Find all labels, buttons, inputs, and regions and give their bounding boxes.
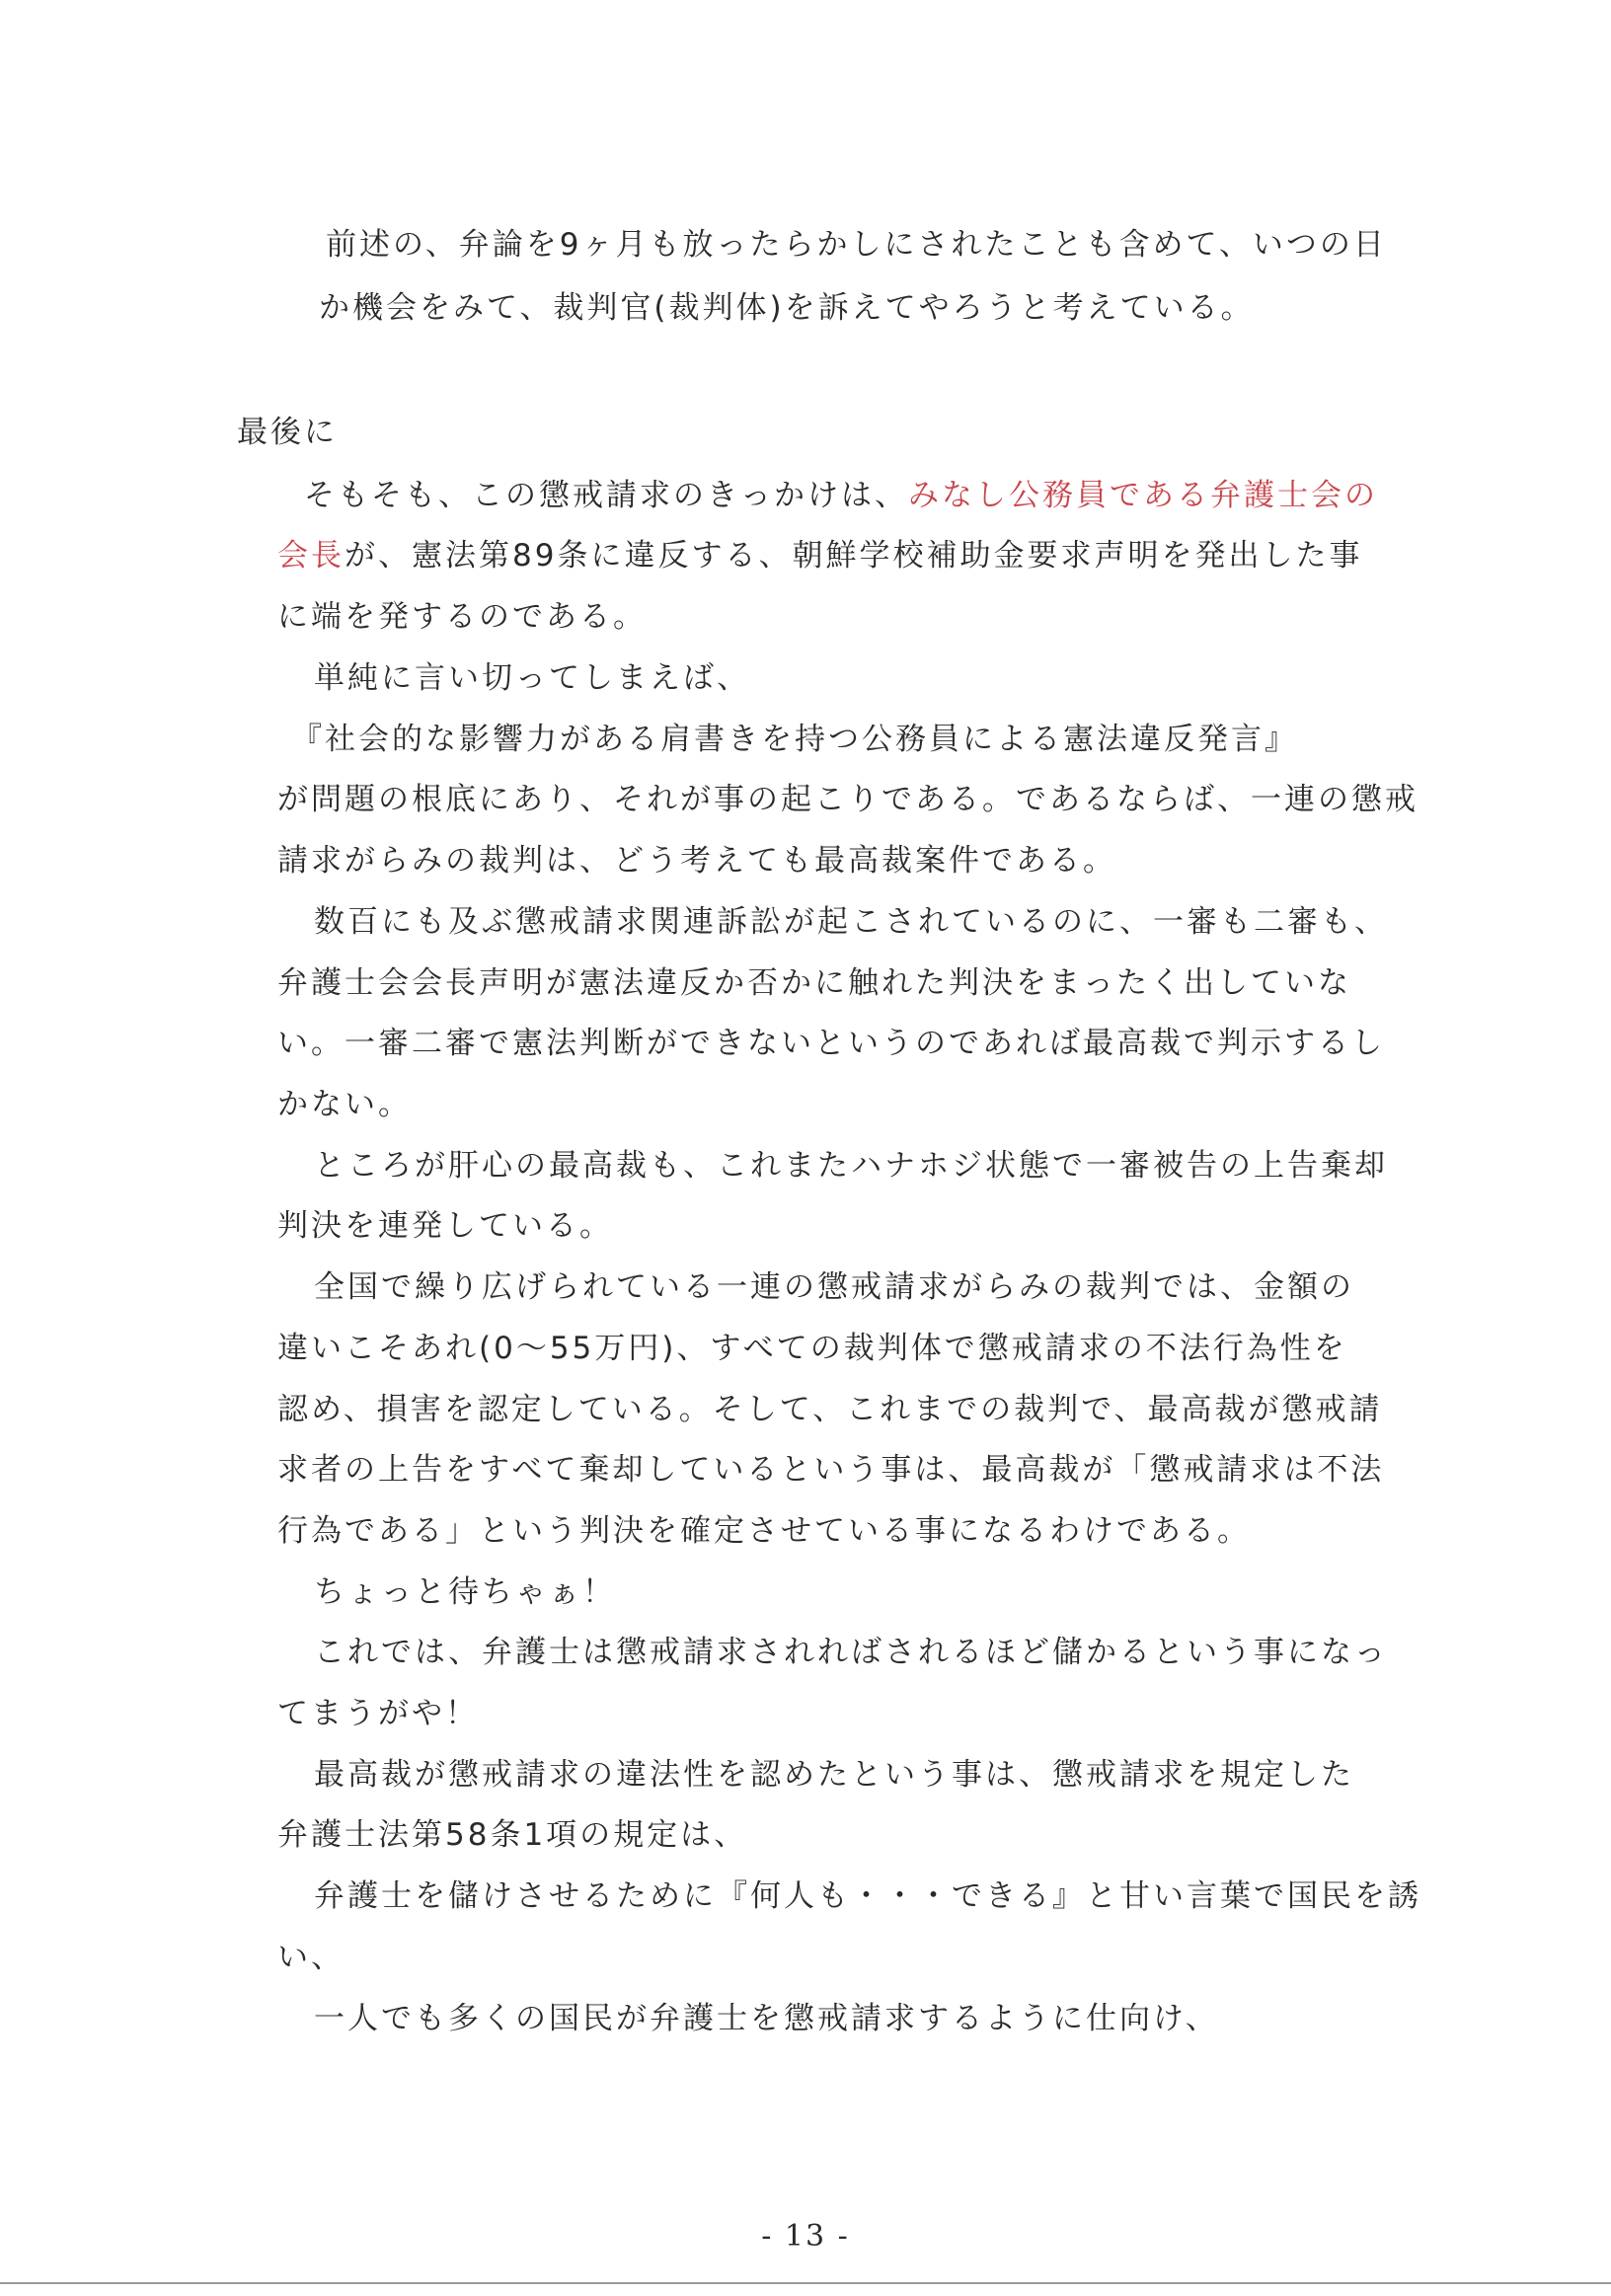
text-line: かない。 xyxy=(277,1087,412,1122)
text-line: 最高裁が懲戒請求の違法性を認めたという事は、懲戒請求を規定した xyxy=(314,1757,1354,1793)
text-line: てまうがや！ xyxy=(277,1696,479,1731)
text-line: ところが肝心の最高裁も、これまたハナホジ状態で一審被告の上告棄却 xyxy=(314,1148,1388,1184)
text-line: そもそも、この懲戒請求のきっかけは、みなし公務員である弁護士会の xyxy=(304,478,1378,513)
text-line: 『社会的な影響力がある肩書きを持つ公務員による憲法違反発言』 xyxy=(291,722,1298,757)
text-line: 弁護士を儲けさせるために『何人も・・・できる』と甘い言葉で国民を誘 xyxy=(314,1878,1421,1914)
text-line: 一人でも多くの国民が弁護士を懲戒請求するように仕向け、 xyxy=(314,2001,1219,2036)
text-line: 求者の上告をすべて棄却しているという事は、最高裁が「懲戒請求は不法 xyxy=(277,1452,1385,1488)
bottom-rule xyxy=(0,2282,1611,2284)
text-line: 会長が、憲法第89条に違反する、朝鮮学校補助金要求声明を発出した事 xyxy=(277,538,1363,574)
text-line: 前述の、弁論を9ヶ月も放ったらかしにされたことも含めて、いつの日 xyxy=(326,227,1387,263)
text-line: 弁護士会会長声明が憲法違反か否かに触れた判決をまったく出していな xyxy=(277,965,1351,1001)
text-line: い。一審二審で憲法判断ができないというのであれば最高裁で判示するし xyxy=(277,1026,1385,1061)
text-line: 行為である」という判決を確定させている事になるわけである。 xyxy=(277,1513,1251,1549)
text-line: が問題の根底にあり、それが事の起こりである。であるならば、一連の懲戒 xyxy=(277,782,1419,817)
text-line: 判決を連発している。 xyxy=(277,1208,613,1244)
text-line: 弁護士法第58条1項の規定は、 xyxy=(277,1817,748,1853)
section-heading: 最後に xyxy=(237,415,338,450)
highlighted-text: 会長 xyxy=(277,538,345,574)
text-line: これでは、弁護士は懲戒請求されればされるほど儲かるという事になっ xyxy=(314,1635,1388,1670)
text-line: ちょっと待ちゃぁ！ xyxy=(314,1574,616,1610)
text-line: 認め、損害を認定している。そして、これまでの裁判で、最高裁が懲戒請 xyxy=(277,1392,1383,1427)
text-line: 数百にも及ぶ懲戒請求関連訴訟が起こされているのに、一審も二審も、 xyxy=(314,904,1388,940)
text-line: い、 xyxy=(277,1940,345,1975)
text-line: 違いこそあれ(0～55万円)、すべての裁判体で懲戒請求の不法行為性を xyxy=(277,1331,1347,1366)
text-line: 請求がらみの裁判は、どう考えても最高裁案件である。 xyxy=(277,843,1116,879)
highlighted-text: みなし公務員である弁護士会の xyxy=(908,478,1378,513)
text-line: 単純に言い切ってしまえば、 xyxy=(314,660,750,696)
text-line: か機会をみて、裁判官(裁判体)を訴えてやろうと考えている。 xyxy=(319,290,1255,326)
page-number: - 13 - xyxy=(761,2219,850,2254)
text-line: に端を発するのである。 xyxy=(277,599,647,635)
text-line: 全国で繰り広げられている一連の懲戒請求がらみの裁判では、金額の xyxy=(314,1269,1354,1305)
